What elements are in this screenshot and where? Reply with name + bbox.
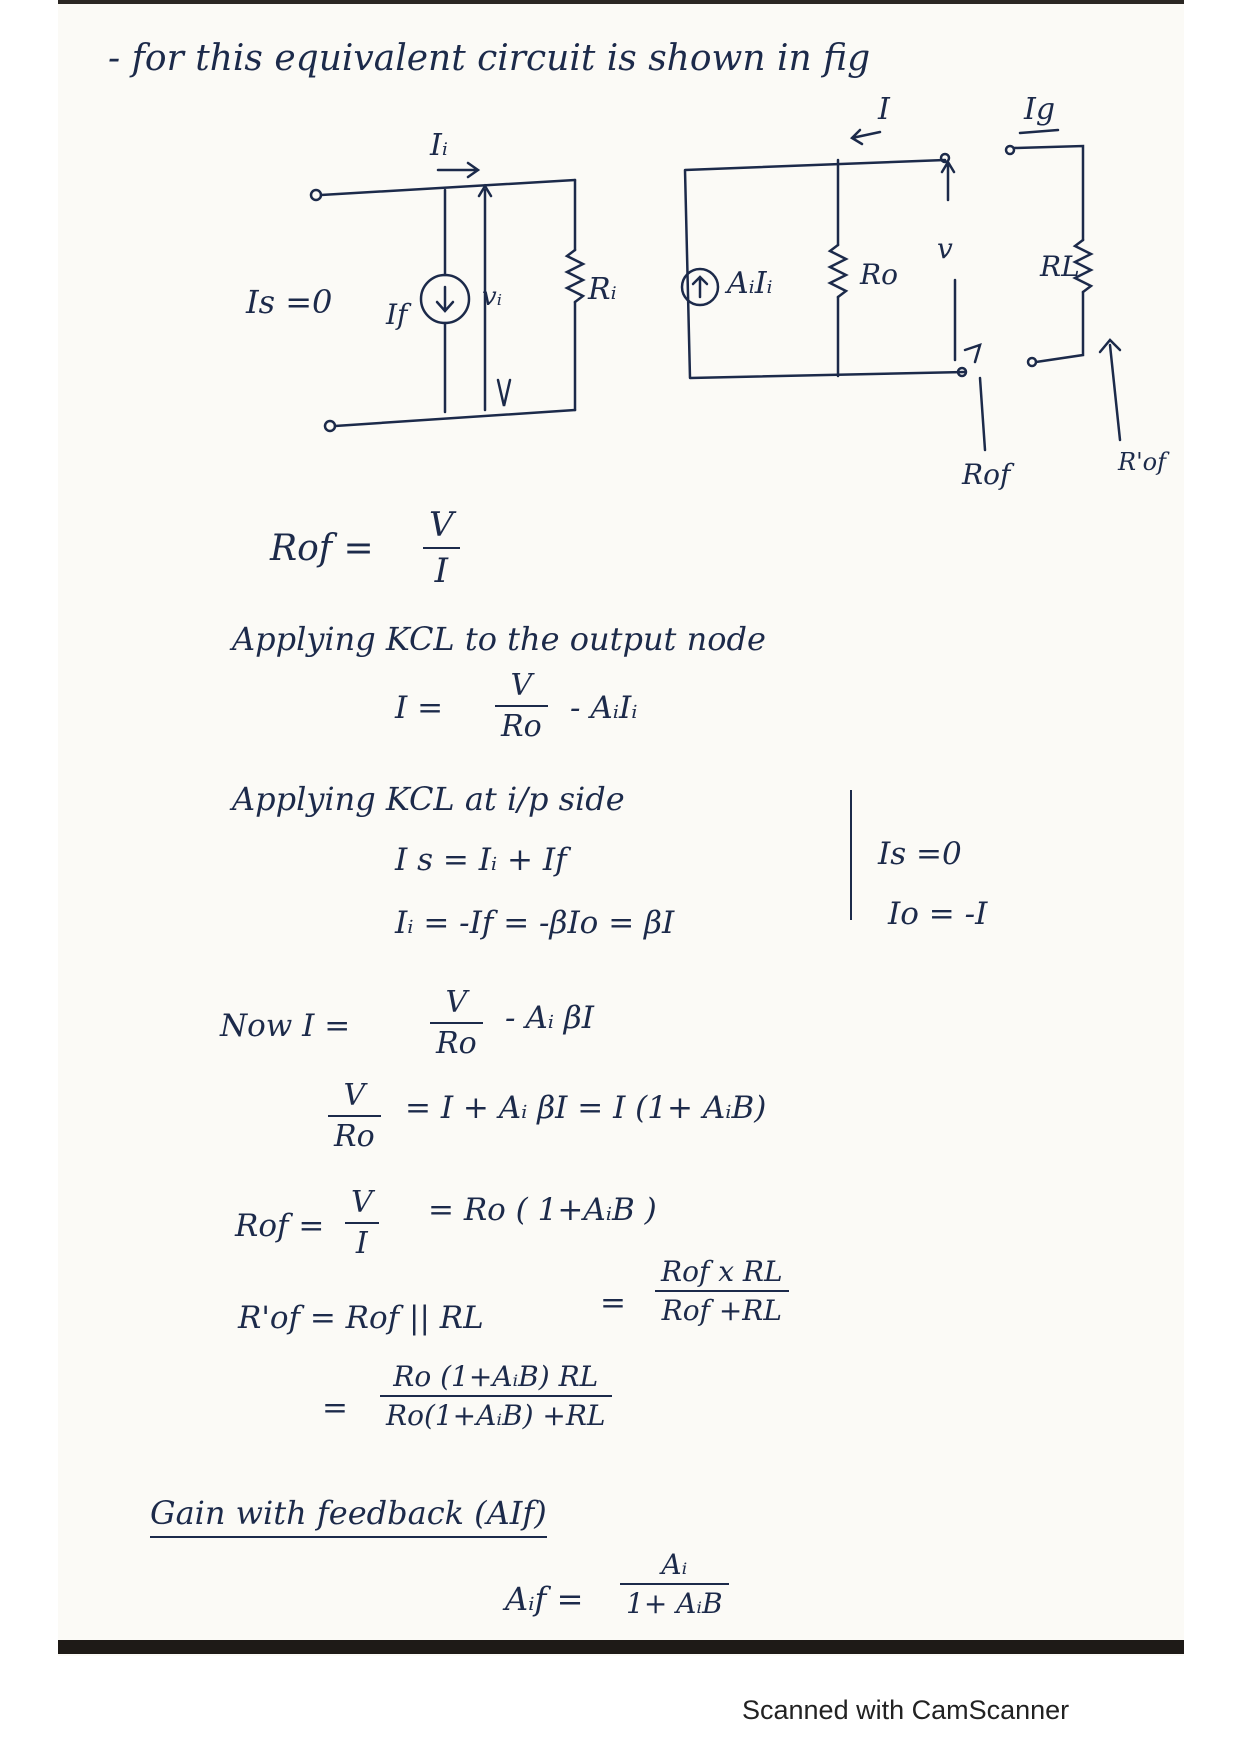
ii-arrow-icon (438, 163, 478, 177)
eq4-lhs: R'of = Rof || RL (238, 1300, 484, 1336)
now-rest: - Aᵢ βI (505, 1000, 594, 1036)
label-rl: RL (1040, 250, 1080, 283)
fraction-bar (495, 705, 548, 707)
eq2-numerator: V (343, 1078, 366, 1113)
fraction-bar (328, 1115, 381, 1117)
eq5-numerator: Ro (1+AᵢB) RL (393, 1360, 599, 1393)
eq2-fraction (328, 1078, 381, 1154)
eq1-numerator: V (429, 505, 454, 545)
input-bottom-wire (335, 410, 575, 426)
load-top-wire (1014, 146, 1083, 240)
kcl-input-line1: I s = Iᵢ + If (395, 842, 567, 878)
label-v: v (937, 232, 953, 265)
label-rof: Rof (962, 458, 1011, 491)
resistor-icon-ro (830, 245, 846, 297)
now-prefix: Now I = (220, 1008, 351, 1044)
label-rof-prime: R'of (1118, 448, 1166, 476)
fraction-bar (655, 1290, 789, 1292)
rof-pointer-line (980, 378, 985, 450)
side-note-divider (850, 790, 852, 920)
eq5-denominator: Ro(1+AᵢB) +RL (386, 1399, 606, 1432)
gain-numerator: Aᵢ (661, 1548, 688, 1581)
load-bottom-wire (1036, 292, 1083, 362)
gain-denominator: 1+ AᵢB (626, 1587, 723, 1620)
gain-heading: Gain with feedback (AIf) (150, 1494, 547, 1538)
eq2-rhs: = I + Aᵢ βI = I (1+ AᵢB) (405, 1090, 767, 1126)
label-ri: Rᵢ (588, 272, 617, 307)
kcl-output-fraction (495, 668, 548, 744)
now-fraction (430, 985, 483, 1061)
label-vi: vᵢ (482, 282, 502, 312)
eq3-rhs: = Ro ( 1+AᵢB ) (428, 1192, 657, 1228)
eq2-denominator: Ro (334, 1119, 375, 1154)
fraction-bar (423, 547, 460, 549)
v-plus-arrow (942, 162, 954, 200)
kcl-input-line2: Iᵢ = -If = -βIo = βI (395, 905, 675, 941)
label-ro: Ro (860, 258, 898, 291)
camscanner-watermark: Scanned with CamScanner (742, 1695, 1070, 1725)
resistor-icon-ri (567, 250, 583, 302)
eq3-lhs: Rof = (235, 1208, 325, 1244)
kcl-input-heading: Applying KCL at i/p side (232, 780, 625, 818)
kcl-output-lhs: I = (395, 690, 444, 726)
side-note-is: Is =0 (878, 836, 962, 872)
label-ii: Iᵢ (430, 128, 448, 163)
page-edge (58, 1640, 1184, 1654)
eq4-denominator: Rof +RL (661, 1294, 782, 1327)
now-numerator: V (445, 985, 468, 1020)
kcl-output-rest: - AᵢIᵢ (570, 690, 638, 726)
now-denominator: Ro (436, 1026, 477, 1061)
eq4-numerator: Rof x RL (661, 1255, 783, 1288)
eq1-fraction (423, 505, 460, 591)
label-is: Is =0 (246, 283, 333, 321)
vi-down-arrow (498, 380, 510, 406)
input-top-wire (321, 180, 575, 195)
kcl-output-heading: Applying KCL to the output node (232, 620, 766, 658)
input-terminal-top (311, 190, 321, 200)
eq3-denominator: I (355, 1226, 368, 1261)
fraction-bar (430, 1022, 483, 1024)
kcl-output-denominator: Ro (501, 709, 542, 744)
eq1-lhs: Rof = (270, 528, 374, 569)
dependent-current-source-down-icon (421, 275, 469, 323)
intro-line: - for this equivalent circuit is shown in fig (108, 38, 871, 79)
eq1-denominator: I (434, 551, 448, 591)
eq5-fraction (380, 1360, 612, 1432)
eq3-fraction (345, 1185, 379, 1261)
ig-underline (1020, 130, 1058, 133)
kcl-output-numerator: V (510, 668, 533, 703)
rof-prime-pointer-line (1110, 345, 1120, 440)
fraction-bar (620, 1583, 729, 1585)
label-ig: Ig (1024, 92, 1056, 127)
i-arrow-icon (852, 130, 880, 144)
label-i-top: I (878, 92, 890, 127)
eq3-numerator: V (351, 1185, 373, 1220)
label-if: If (386, 298, 408, 331)
fraction-bar (345, 1222, 379, 1224)
load-terminal-top (1006, 146, 1014, 154)
side-note-io: Io = -I (888, 896, 988, 932)
label-aii: AᵢIᵢ (727, 266, 773, 301)
eq4-fraction (655, 1255, 789, 1327)
input-terminal-bottom (325, 421, 335, 431)
eq5-eq: = (322, 1390, 348, 1426)
gain-lhs: Aᵢf = (505, 1580, 584, 1618)
gain-fraction (620, 1548, 729, 1620)
eq4-eq: = (600, 1285, 626, 1321)
fraction-bar (380, 1395, 612, 1397)
rof-break-arrow (965, 345, 980, 362)
